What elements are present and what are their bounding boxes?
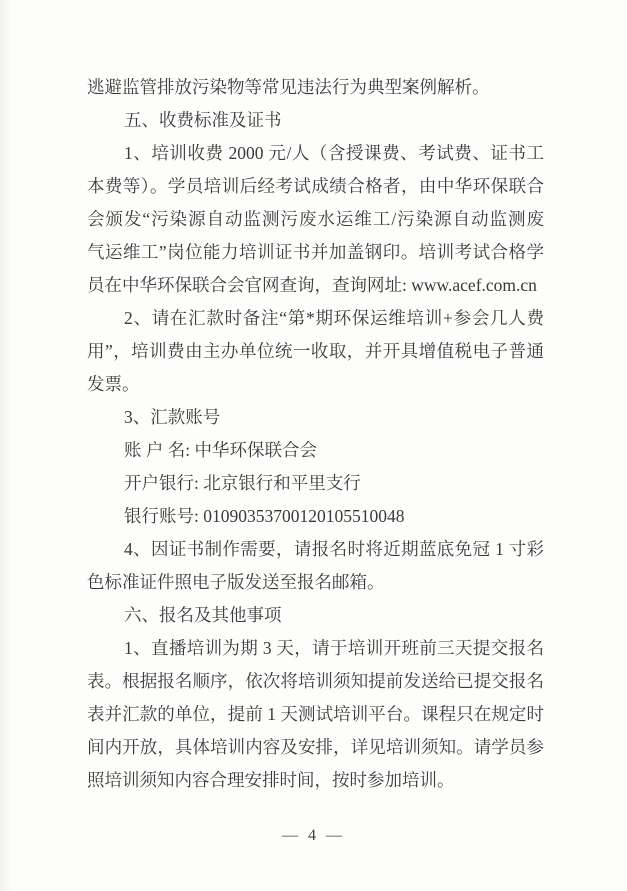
paragraph-line: 间内开放，具体培训内容及安排，详见培训须知。请学员参 — [87, 737, 544, 757]
paragraph-line: 3、汇款账号 — [124, 407, 221, 427]
paragraph-line: 1、直播培训为期 3 天，请于培训开班前三天提交报名 — [124, 638, 544, 658]
para-5-1-fees — [87, 137, 544, 302]
paragraph-line: 表并汇款的单位，提前 1 天测试培训平台。课程只在规定时 — [87, 704, 544, 724]
heading-section-6 — [87, 599, 544, 632]
document-body — [87, 71, 544, 797]
account-name — [87, 434, 544, 467]
para-6-1-registration — [87, 632, 544, 797]
paragraph-line: 会颁发“污染源自动监测污废水运维工/污染源自动监测废 — [87, 209, 544, 229]
para-continuation — [87, 71, 544, 104]
account-bank — [87, 467, 544, 500]
paragraph-line: 逃避监管排放污染物等常见违法行为典型案例解析。 — [87, 77, 490, 97]
paragraph-line: 1、培训收费 2000 元/人（含授课费、考试费、证书工 — [124, 143, 544, 163]
paragraph-line: 色标准证件照电子版发送至报名邮箱。 — [87, 572, 385, 592]
paragraph-line: 气运维工”岗位能力培训证书并加盖钢印。培训考试合格学 — [87, 242, 544, 262]
para-5-3-account-heading — [87, 401, 544, 434]
paragraph-line: 六、报名及其他事项 — [124, 605, 282, 625]
paragraph-line: 用”，培训费由主办单位统一收取，并开具增值税电子普通 — [87, 341, 544, 361]
page-number: — 4 — — [282, 827, 345, 844]
heading-section-5 — [87, 104, 544, 137]
paragraph-line: 本费等）。学员培训后经考试成绩合格者，由中华环保联合 — [87, 176, 544, 196]
paragraph-line: 五、收费标准及证书 — [124, 110, 282, 130]
paragraph-line: 照培训须知内容合理安排时间，按时参加培训。 — [87, 770, 455, 790]
para-5-4-photo — [87, 533, 544, 599]
paragraph-line: 开户银行: 北京银行和平里支行 — [124, 473, 361, 493]
paragraph-line: 发票。 — [87, 374, 140, 394]
paragraph-line: 银行账号: 01090353700120105510048 — [124, 506, 405, 526]
para-5-2-remittance-note — [87, 302, 544, 401]
paragraph-line: 账 户 名: 中华环保联合会 — [124, 440, 317, 460]
paragraph-line: 员在中华环保联合会官网查询，查询网址: www.acef.com.cn — [87, 275, 537, 295]
paragraph-line: 4、因证书制作需要，请报名时将近期蓝底免冠 1 寸彩 — [124, 539, 544, 559]
account-number — [87, 500, 544, 533]
paragraph-line: 2、请在汇款时备注“第*期环保运维培训+参会几人费 — [124, 308, 544, 328]
paragraph-line: 表。根据报名顺序，依次将培训须知提前发送给已提交报名 — [87, 671, 544, 691]
